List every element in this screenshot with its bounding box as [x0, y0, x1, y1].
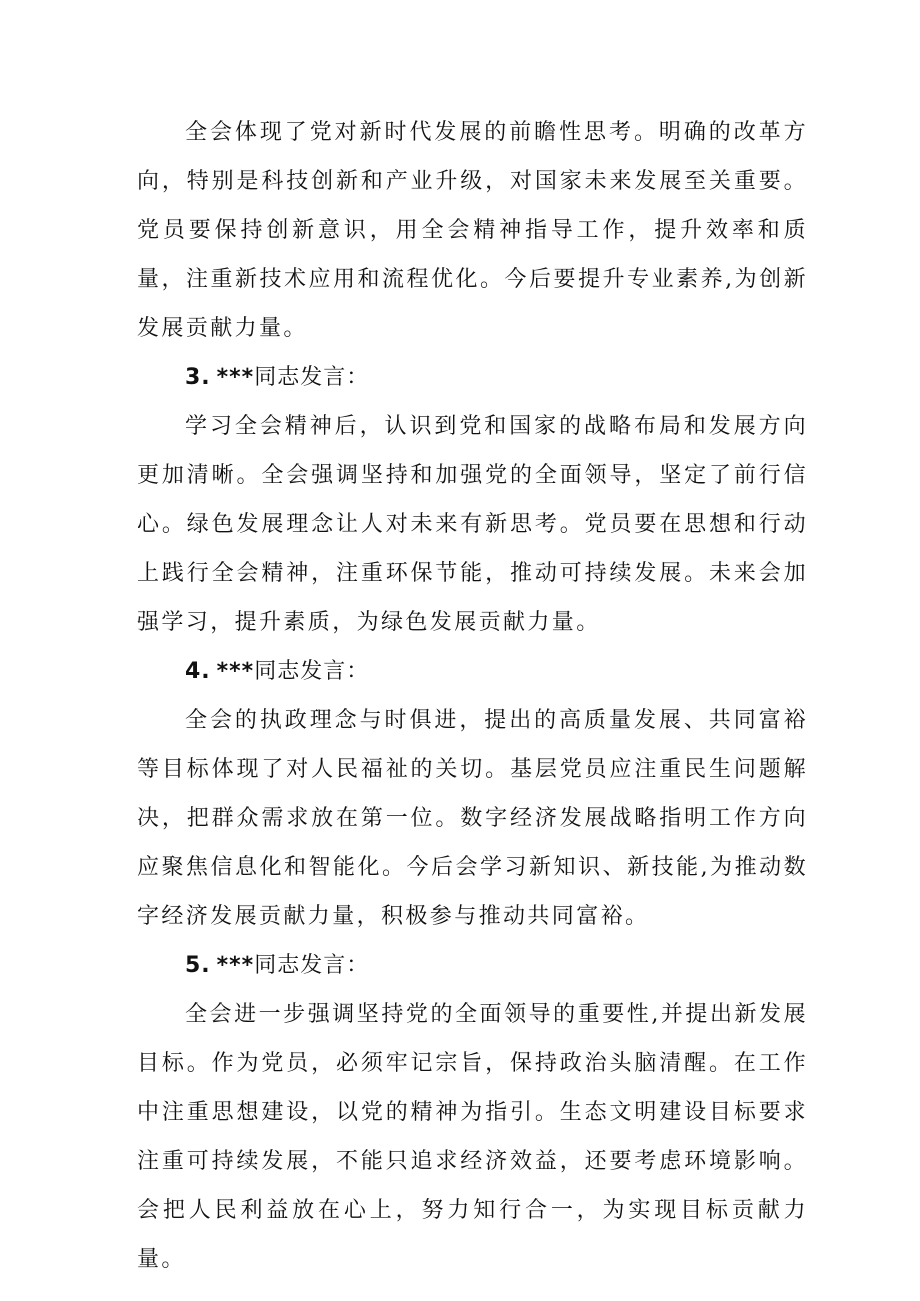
heading-label: 同志发言： — [254, 659, 370, 684]
section-body: 学习全会精神后，认识到党和国家的战略布局和发展方向更加清晰。全会强调坚持和加强党的全面领导，坚定了前行信心。绿色发展理念让人对未来有新思考。党员要在思想和行动上践行全会精神，注重环保节能，推动可持续发展。未来会加强学习，提升素质，为绿色发展贡献力量。 — [137, 414, 808, 635]
section-number: 4. — [185, 659, 211, 684]
section-heading — [137, 647, 808, 696]
name-placeholder: *** — [216, 365, 255, 390]
heading-label: 同志发言： — [254, 953, 370, 978]
section-heading — [137, 353, 808, 402]
section-body: 全会进一步强调坚持党的全面领导的重要性,并提出新发展目标。作为党员，必须牢记宗旨，保持政治头脑清醒。在工作中注重思想建设，以党的精神为指引。生态文明建设目标要求注重可持续发展，不能只追求经济效益，还要考虑环境影响。会把人民利益放在心上，努力知行合一，为实现目标贡献力量。 — [137, 1002, 808, 1272]
speech-section-4 — [137, 647, 808, 941]
section-body: 全会的执政理念与时俱进，提出的高质量发展、共同富裕等目标体现了对人民福祉的关切。基层党员应注重民生问题解决，把群众需求放在第一位。数字经济发展战略指明工作方向应聚焦信息化和智能化。今后会学习新知识、新技能,为推动数字经济发展贡献力量，积极参与推动共同富裕。 — [137, 708, 808, 929]
section-number: 3. — [185, 365, 211, 390]
heading-label: 同志发言： — [254, 365, 370, 390]
speech-section-3 — [137, 353, 808, 647]
name-placeholder: *** — [216, 659, 255, 684]
speech-section-5 — [137, 941, 808, 1284]
section-number: 5. — [185, 953, 211, 978]
section-heading — [137, 941, 808, 990]
paragraph-continuation: 全会体现了党对新时代发展的前瞻性思考。明确的改革方向，特别是科技创新和产业升级，对国家未来发展至关重要。党员要保持创新意识，用全会精神指导工作，提升效率和质量，注重新技术应用和流程优化。今后要提升专业素养,为创新发展贡献力量。 — [137, 120, 808, 341]
name-placeholder: *** — [216, 953, 255, 978]
